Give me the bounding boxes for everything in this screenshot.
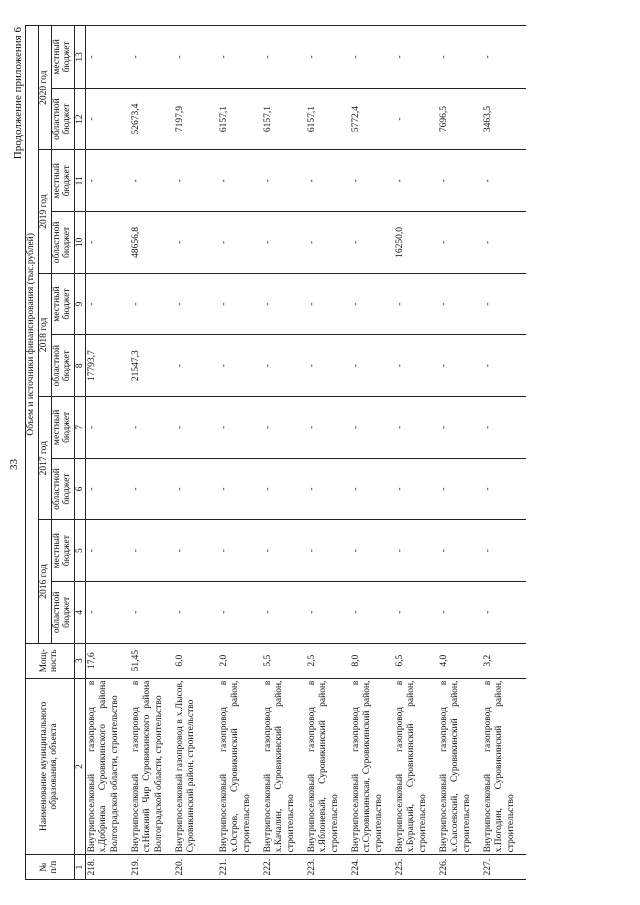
header-local-budget: местный бюджет: [51, 397, 74, 459]
object-name: Внутрипоселковый газопровод в ст.Суровикинская, Суровикинский район, строительство: [350, 678, 394, 855]
funding-value: -: [130, 458, 174, 520]
funding-value: -: [130, 520, 174, 582]
object-name: Внутрипоселковый газопровод в ст.Нижний Чир Суровикинского района Волгоградской области, строительство: [130, 678, 174, 855]
funding-value: -: [85, 520, 130, 582]
funding-value: 16250,0: [394, 212, 438, 274]
funding-value: -: [438, 335, 482, 397]
funding-value: -: [174, 520, 218, 582]
header-local-budget: местный бюджет: [51, 150, 74, 212]
funding-value: -: [130, 397, 174, 459]
table-row: [482, 26, 526, 880]
capacity-value: 3,2: [482, 643, 526, 678]
column-index: 2: [74, 678, 85, 855]
funding-value: -: [85, 458, 130, 520]
appendix-continuation: Продолжение приложения 6: [12, 27, 24, 160]
funding-value: -: [438, 397, 482, 459]
funding-value: -: [174, 273, 218, 335]
column-index: 1: [74, 855, 85, 880]
page-number: 33: [8, 459, 20, 470]
header-regional-budget: областной бюджет: [51, 335, 74, 397]
funding-value: -: [218, 582, 262, 644]
table-row: [262, 26, 306, 880]
funding-value: -: [350, 335, 394, 397]
table-row: [438, 26, 482, 880]
funding-value: -: [350, 520, 394, 582]
row-number: 225.: [394, 855, 438, 880]
funding-value: -: [394, 458, 438, 520]
funding-value: -: [85, 397, 130, 459]
funding-value: -: [482, 520, 526, 582]
object-name: Внутрипоселковый газопровод в х.Качалин, Суровикинский район, строительство: [262, 678, 306, 855]
funding-value: 6157,1: [262, 88, 306, 150]
header-local-budget: местный бюджет: [51, 26, 74, 89]
funding-value: -: [394, 26, 438, 89]
capacity-value: 51,45: [130, 643, 174, 678]
object-name: Внутрипоселковый газопровод в х.Яблоневый, Суровикинский район, строительство: [306, 678, 350, 855]
funding-value: 21547,3: [130, 335, 174, 397]
funding-value: -: [306, 582, 350, 644]
funding-value: -: [218, 335, 262, 397]
funding-value: -: [350, 150, 394, 212]
header-local-budget: местный бюджет: [51, 273, 74, 335]
row-number: 226.: [438, 855, 482, 880]
funding-value: -: [262, 150, 306, 212]
funding-value: -: [218, 458, 262, 520]
capacity-value: 2,5: [306, 643, 350, 678]
column-index: 5: [74, 520, 85, 582]
funding-value: -: [306, 397, 350, 459]
funding-value: -: [482, 458, 526, 520]
funding-value: -: [482, 273, 526, 335]
object-name: Внутрипоселковый газопровод в х.Бурацкий, Суровикинский район, строительство: [394, 678, 438, 855]
header-number: № п/п: [26, 855, 75, 880]
column-index: 8: [74, 335, 85, 397]
table-row: [306, 26, 350, 880]
funding-value: 6157,1: [306, 88, 350, 150]
funding-value: -: [174, 397, 218, 459]
funding-value: -: [394, 273, 438, 335]
funding-value: -: [482, 335, 526, 397]
funding-value: -: [130, 26, 174, 89]
funding-value: 48656,8: [130, 212, 174, 274]
funding-value: -: [394, 520, 438, 582]
object-name: Внутрипоселковый газопровод в х.Сысоевский, Суровикинский район, строительство: [438, 678, 482, 855]
row-number: 227.: [482, 855, 526, 880]
funding-value: -: [174, 458, 218, 520]
funding-value: -: [85, 26, 130, 89]
funding-value: -: [350, 582, 394, 644]
capacity-value: 6,0: [174, 643, 218, 678]
funding-value: -: [438, 582, 482, 644]
funding-value: -: [85, 150, 130, 212]
funding-value: -: [350, 397, 394, 459]
funding-value: -: [482, 582, 526, 644]
funding-value: -: [438, 273, 482, 335]
funding-value: -: [482, 212, 526, 274]
funding-value: 7696,5: [438, 88, 482, 150]
funding-value: -: [85, 582, 130, 644]
funding-value: -: [350, 458, 394, 520]
column-index: 7: [74, 397, 85, 459]
capacity-value: 2,0: [218, 643, 262, 678]
funding-value: -: [262, 273, 306, 335]
funding-value: -: [262, 520, 306, 582]
funding-table: [25, 25, 526, 880]
funding-value: 3463,5: [482, 88, 526, 150]
column-index: 4: [74, 582, 85, 644]
funding-value: -: [306, 458, 350, 520]
row-number: 219.: [130, 855, 174, 880]
funding-value: -: [262, 335, 306, 397]
object-name: Внутрипоселковый газопровод в х.Остров, Суровикинский район, строительство: [218, 678, 262, 855]
funding-value: -: [438, 212, 482, 274]
capacity-value: 6,5: [394, 643, 438, 678]
object-name: Внутрипоселковый газопровод в х.Погодин, Суровикинский район, строительство: [482, 678, 526, 855]
table-row: [174, 26, 218, 880]
header-year: 2017 год: [38, 397, 51, 520]
funding-value: -: [174, 582, 218, 644]
funding-value: -: [218, 520, 262, 582]
funding-value: -: [482, 150, 526, 212]
table-row: [394, 26, 438, 880]
column-index: 10: [74, 212, 85, 274]
funding-value: -: [85, 273, 130, 335]
funding-value: -: [350, 273, 394, 335]
funding-value: -: [438, 26, 482, 89]
column-index: 3: [74, 643, 85, 678]
header-year: 2020 год: [38, 26, 51, 150]
funding-value: -: [262, 582, 306, 644]
header-regional-budget: областной бюджет: [51, 88, 74, 150]
column-index: 11: [74, 150, 85, 212]
funding-value: -: [218, 26, 262, 89]
column-index: 6: [74, 458, 85, 520]
table-row: [85, 26, 130, 880]
row-number: 222.: [262, 855, 306, 880]
funding-value: -: [350, 26, 394, 89]
funding-value: -: [262, 397, 306, 459]
funding-value: -: [482, 397, 526, 459]
funding-value: -: [85, 88, 130, 150]
funding-value: -: [306, 150, 350, 212]
funding-value: -: [174, 26, 218, 89]
funding-value: -: [482, 26, 526, 89]
funding-value: -: [262, 458, 306, 520]
column-index: 12: [74, 88, 85, 150]
funding-value: 7197,9: [174, 88, 218, 150]
funding-value: 52673,4: [130, 88, 174, 150]
funding-value: 6157,1: [218, 88, 262, 150]
funding-value: -: [218, 397, 262, 459]
row-number: 224.: [350, 855, 394, 880]
row-number: 220.: [174, 855, 218, 880]
capacity-value: 17,6: [85, 643, 130, 678]
funding-value: -: [306, 26, 350, 89]
row-number: 221.: [218, 855, 262, 880]
funding-value: -: [218, 212, 262, 274]
header-name: Наименование муниципального образования, объекта: [26, 678, 75, 855]
table-row: [218, 26, 262, 880]
funding-value: -: [394, 150, 438, 212]
funding-value: -: [394, 88, 438, 150]
funding-value: -: [306, 520, 350, 582]
table-row: [350, 26, 394, 880]
funding-value: -: [130, 150, 174, 212]
funding-value: -: [130, 582, 174, 644]
table-row: [130, 26, 174, 880]
funding-value: -: [306, 212, 350, 274]
object-name: Внутрипоселковый газопровод в х.Добринка Суровикинского района Волгоградской области, строительство: [85, 678, 130, 855]
object-name: Внутрипоселковый газопровод в х.Лысов, Суровикинский район, строительство: [174, 678, 218, 855]
funding-value: -: [218, 150, 262, 212]
header-capacity: Мощ- ность: [26, 643, 75, 678]
header-funding: Объем и источники финансирования (тыс.рублей): [26, 26, 39, 644]
funding-value: -: [394, 335, 438, 397]
funding-value: -: [438, 458, 482, 520]
funding-value: -: [438, 520, 482, 582]
header-year: 2016 год: [38, 520, 51, 643]
header-regional-budget: областной бюджет: [51, 582, 74, 644]
funding-value: -: [306, 273, 350, 335]
header-year: 2018 год: [38, 273, 51, 396]
funding-value: -: [130, 273, 174, 335]
funding-value: -: [262, 212, 306, 274]
funding-value: -: [394, 397, 438, 459]
header-regional-budget: областной бюджет: [51, 458, 74, 520]
funding-value: -: [262, 26, 306, 89]
capacity-value: 4,0: [438, 643, 482, 678]
capacity-value: 5,5: [262, 643, 306, 678]
column-index: 13: [74, 26, 85, 89]
funding-value: -: [218, 273, 262, 335]
funding-value: -: [306, 335, 350, 397]
funding-value: -: [350, 212, 394, 274]
funding-value: -: [174, 212, 218, 274]
funding-value: -: [174, 335, 218, 397]
funding-value: -: [174, 150, 218, 212]
header-year: 2019 год: [38, 150, 51, 273]
header-local-budget: местный бюджет: [51, 520, 74, 582]
row-number: 223.: [306, 855, 350, 880]
capacity-value: 8,0: [350, 643, 394, 678]
header-regional-budget: областной бюджет: [51, 212, 74, 274]
funding-value: -: [438, 150, 482, 212]
row-number: 218.: [85, 855, 130, 880]
funding-value: 17793,7: [85, 335, 130, 397]
funding-value: -: [394, 582, 438, 644]
funding-value: 5772,4: [350, 88, 394, 150]
funding-value: -: [85, 212, 130, 274]
column-index: 9: [74, 273, 85, 335]
